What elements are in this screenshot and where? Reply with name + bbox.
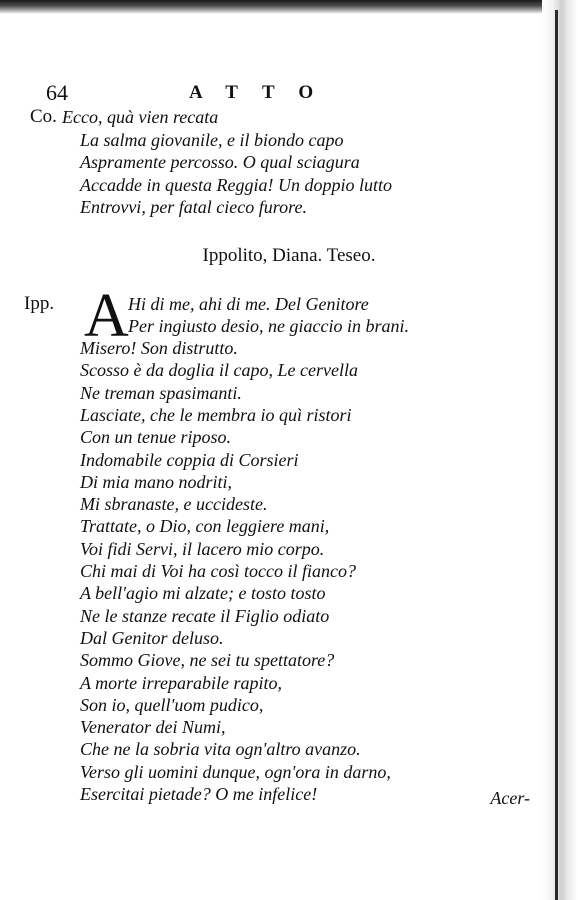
- verse-line: Chi mai di Voi ha così tocco il fianco?: [80, 561, 356, 582]
- verse-line: Per ingiusto desio, ne giaccio in brani.: [128, 315, 409, 336]
- page-top-shadow: [0, 0, 578, 14]
- verse-line: Esercitai pietade? O me infelice!: [80, 784, 318, 805]
- verse-line: Hi di me, ahi di me. Del Genitore: [128, 293, 369, 314]
- verse-line: Voi fidi Servi, il lacero mio corpo.: [80, 538, 325, 559]
- verse-line: Aspramente percosso. O qual sciagura: [80, 152, 360, 172]
- verse-line: Ecco, quà vien recata: [62, 107, 219, 127]
- verse-line: Misero! Son distrutto.: [80, 338, 238, 359]
- verse-lines: [24, 106, 514, 219]
- verse-line: Ne treman spasimanti.: [80, 382, 242, 403]
- verse-line: Entrovvi, per fatal cieco furore.: [80, 197, 307, 217]
- verse-line: A morte irreparabile rapito,: [80, 672, 282, 693]
- page-header: [24, 80, 514, 106]
- speaker-label: Co.: [30, 106, 57, 127]
- verse-line: Ne le stanze recate il Figlio odiato: [80, 605, 330, 626]
- scene-title: Ippolito, Diana. Teseo.: [202, 244, 376, 266]
- verse-line: A bell'agio mi alzate; e tosto tosto: [80, 583, 326, 604]
- catchword: Acer-: [490, 788, 530, 808]
- book-page: [24, 80, 514, 805]
- speech-chorus: [24, 106, 514, 219]
- speech-ippolito: [24, 281, 514, 806]
- running-head: ATTO: [189, 82, 338, 103]
- verse-lines: [24, 293, 514, 806]
- page-number: 64: [46, 80, 68, 105]
- speaker-label: Ipp.: [24, 292, 55, 314]
- drop-cap: A: [84, 281, 129, 350]
- verse-line: Verso gli uomini dunque, ogn'ora in darno,: [80, 761, 391, 782]
- verse-line: Trattate, o Dio, con leggiere mani,: [80, 516, 330, 537]
- verse-line: Scosso è da doglia il capo, Le cervella: [80, 360, 358, 381]
- verse-line: Di mia mano nodriti,: [80, 471, 233, 492]
- book-spine: [542, 0, 578, 900]
- spine-edge-line: [555, 10, 558, 900]
- verse-line: Lasciate, che le membra io quì ristori: [80, 404, 352, 425]
- verse-line: Con un tenue riposo.: [80, 427, 231, 448]
- verse-line: La salma giovanile, e il biondo capo: [80, 129, 344, 150]
- verse-line: Indomabile coppia di Corsieri: [80, 449, 299, 470]
- verse-line: Son io, quell'uom pudico,: [80, 694, 264, 715]
- verse-line: Venerator dei Numi,: [80, 717, 226, 738]
- verse-line: Accadde in questa Reggia! Un doppio lutto: [80, 174, 392, 195]
- verse-line: Mi sbranaste, e uccideste.: [80, 494, 268, 515]
- verse-line: Sommo Giove, ne sei tu spettatore?: [80, 650, 335, 671]
- verse-line: Che ne la sobria vita ogn'altro avanzo.: [80, 739, 361, 760]
- verse-line: Dal Genitor deluso.: [80, 627, 224, 648]
